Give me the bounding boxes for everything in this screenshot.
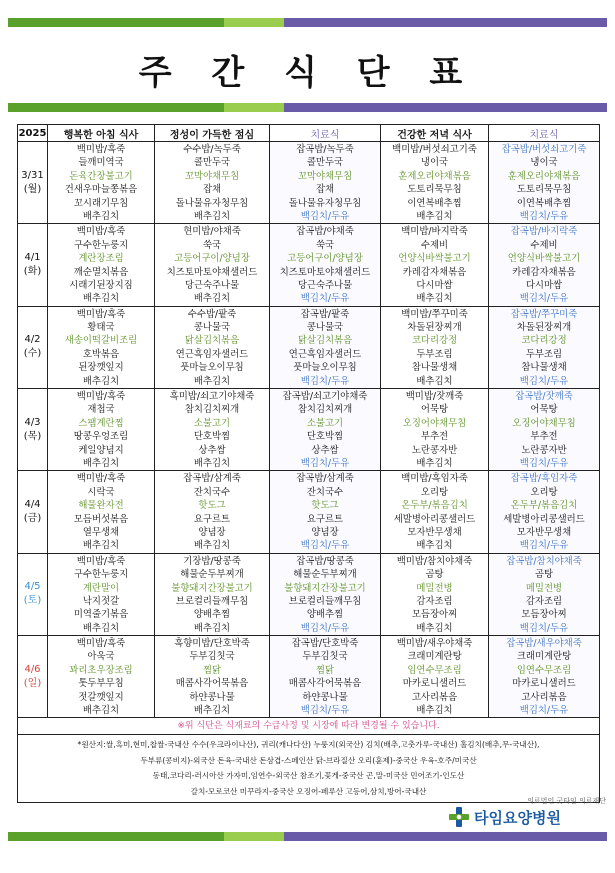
menu-item: 닭살김치볶음 <box>297 335 353 347</box>
menu-item: 배추김치 <box>82 375 120 387</box>
menu-item: 백김치/두유 <box>519 375 569 387</box>
menu-item: 노란콩자반 <box>521 444 567 456</box>
weekly-menu-table <box>17 124 600 803</box>
meal-cell-therapeutic-lunch <box>270 636 381 718</box>
menu-item: 부추전 <box>530 431 558 443</box>
date-cell <box>18 224 48 306</box>
menu-item: 두부김칫국 <box>302 651 348 663</box>
menu-item: 배추김치 <box>193 375 231 387</box>
menu-item: 배추김치 <box>82 210 120 222</box>
menu-item: 크래미계란탕 <box>516 651 572 663</box>
meal-cell-dinner <box>381 553 489 635</box>
menu-item: 기장밥/땅콩죽 <box>183 555 241 567</box>
menu-item: 배추김치 <box>82 540 120 552</box>
menu-item: 모듬장아찌 <box>411 609 458 621</box>
meal-cell-therapeutic-dinner <box>489 636 600 718</box>
menu-item: 톳두부무침 <box>78 678 124 690</box>
menu-item: 언양식바싹불고기 <box>398 253 471 265</box>
meal-cell-therapeutic-dinner <box>489 471 600 553</box>
menu-item: 세발병아리콩샐러드 <box>503 513 585 525</box>
weekday-label: (금) <box>23 513 42 525</box>
menu-item: 노란콩자반 <box>411 444 458 456</box>
menu-item: 세발병아리콩샐러드 <box>393 513 476 525</box>
menu-item: 언양식바싹불고기 <box>507 253 581 265</box>
menu-item: 브로컬리들깨무침 <box>175 595 249 607</box>
menu-item: 백미밥/흑죽 <box>76 391 126 403</box>
menu-item: 하얀콩나물 <box>302 691 348 703</box>
table-row <box>18 224 600 306</box>
meal-cell-dinner <box>381 636 489 718</box>
meal-cell-lunch <box>155 636 270 718</box>
menu-item: 백미밥/새우야채죽 <box>396 638 473 650</box>
menu-item: 쑥국 <box>315 239 335 251</box>
menu-item: 배추김치 <box>193 540 231 552</box>
menu-item: 잡곡밥/팥죽 <box>300 308 350 320</box>
meal-cell-lunch <box>155 142 270 224</box>
menu-item: 훈제오리야채볶음 <box>398 170 471 182</box>
menu-item: 잡곡밥/야채죽 <box>296 226 354 238</box>
menu-item: 구수한누룽지 <box>73 239 129 251</box>
menu-item: 잡곡밥/버섯쇠고기죽 <box>501 144 587 155</box>
menu-item: 스팸계란찜 <box>78 417 124 429</box>
menu-item: 모자반무생채 <box>407 526 462 538</box>
menu-item: 꼬막야채무침 <box>184 170 240 182</box>
menu-item: 잡곡밥/바지락죽 <box>510 226 578 238</box>
menu-item: 감자조림 <box>525 595 563 607</box>
menu-item: 콜만두국 <box>306 157 344 169</box>
menu-item: 배추김치 <box>193 705 231 717</box>
meal-cell-breakfast <box>48 224 155 306</box>
menu-item: 찜닭 <box>315 664 335 676</box>
date-label: 4/1 <box>24 252 41 264</box>
header-lunch: 정성이 가득한 점심 <box>155 125 270 142</box>
menu-item: 잡곡밥/쇠고기야채죽 <box>282 391 368 403</box>
menu-item: 수제비 <box>530 239 558 251</box>
menu-item: 잔치국수 <box>306 486 344 498</box>
menu-item: 연근흑임자샐러드 <box>175 348 249 360</box>
weekday-label: (월) <box>23 183 42 195</box>
menu-item: 상추쌈 <box>198 444 226 456</box>
menu-change-notice: ※위 식단은 식재료의 수급사정 및 시장에 따라 변경될 수 있습니다. <box>18 718 600 735</box>
menu-item: 배추김치 <box>82 622 120 634</box>
menu-item: 백김치/두유 <box>300 705 350 717</box>
meal-cell-dinner <box>381 306 489 388</box>
menu-item: 백김치/두유 <box>300 375 350 387</box>
meal-cell-breakfast <box>48 389 155 471</box>
header-dinner: 건강한 저녁 식사 <box>381 125 489 142</box>
menu-item: 백미밥/참치야채죽 <box>396 555 473 567</box>
menu-item: 부추전 <box>420 431 449 443</box>
hospital-cross-logo-icon <box>448 806 470 828</box>
menu-item: 꼬시래기무침 <box>73 197 129 209</box>
table-header-row <box>18 125 600 142</box>
menu-item: 양배추찜 <box>306 609 344 621</box>
menu-item: 잡곡밥/참치야채죽 <box>506 555 582 567</box>
table-row <box>18 636 600 718</box>
origin-line: 두부류(콩비지)-외국산 돈육-국내산 돈삼겹-스페인산 닭-브라질산 오리(훈제)-중국산 우육-호주/미국산 <box>140 755 477 765</box>
menu-item: 잡채 <box>315 184 335 196</box>
menu-item: 찜닭 <box>202 664 222 676</box>
menu-item: 돈육간장불고기 <box>69 170 133 182</box>
menu-item: 백김치/두유 <box>519 622 569 634</box>
menu-item: 배추김치 <box>193 622 231 634</box>
menu-item: 꽈리초우장조림 <box>69 664 133 676</box>
menu-item: 배추김치 <box>82 705 120 717</box>
menu-item: 오리탕 <box>530 486 558 498</box>
menu-item: 시락국 <box>87 486 115 498</box>
menu-item: 차돌된장찌개 <box>516 322 572 334</box>
menu-item: 참치김치찌개 <box>297 404 353 416</box>
table-row <box>18 389 600 471</box>
menu-item: 백미밥/잣깨죽 <box>405 391 464 403</box>
menu-item: 이연복배추찜 <box>516 197 572 209</box>
date-label: 4/2 <box>24 334 41 346</box>
menu-item: 참치김치찌개 <box>184 404 240 416</box>
menu-item: 핫도그 <box>311 500 339 512</box>
menu-item: 곰탕 <box>534 569 554 581</box>
menu-item: 핫도그 <box>198 500 226 512</box>
table-row <box>18 306 600 388</box>
origin-info <box>18 735 600 803</box>
menu-item: 배추김치 <box>416 457 453 469</box>
date-label: 3/31 <box>21 169 44 181</box>
menu-item: 마카로니샐러드 <box>402 678 467 690</box>
meal-cell-therapeutic-dinner <box>489 553 600 635</box>
menu-item: 감자조림 <box>416 595 453 607</box>
menu-item: 백김치/두유 <box>300 457 350 469</box>
menu-item: 백김치/두유 <box>519 293 569 305</box>
menu-item: 흑미밥/쇠고기야채죽 <box>169 391 255 403</box>
menu-item: 치즈토마토야채샐러드 <box>166 266 258 278</box>
menu-item: 당근숙주나물 <box>297 279 353 291</box>
menu-item: 재첩국 <box>87 404 115 416</box>
menu-item: 오징어야채무침 <box>402 417 467 429</box>
menu-item: 잡곡밥/새우야채죽 <box>506 638 582 650</box>
menu-item: 잡곡밥/녹두죽 <box>296 144 354 155</box>
date-cell <box>18 389 48 471</box>
meal-cell-lunch <box>155 553 270 635</box>
menu-item: 도토리묵무침 <box>516 184 572 196</box>
menu-item: 단호박찜 <box>193 431 231 443</box>
origin-line: 갈치-모로코산 미꾸라지-중국산 오징어-페루산 고등어,삼치,방어-국내산 <box>190 786 427 796</box>
menu-item: 두부조림 <box>525 348 563 360</box>
menu-item: 카레감자채볶음 <box>402 266 467 278</box>
menu-item: 배추김치 <box>416 705 453 717</box>
meal-cell-therapeutic-lunch <box>270 553 381 635</box>
meal-cell-therapeutic-lunch <box>270 471 381 553</box>
weekday-label: (화) <box>23 266 42 278</box>
menu-item: 고사리볶음 <box>411 691 458 703</box>
menu-item: 양배추찜 <box>193 609 231 621</box>
date-label: 4/6 <box>24 663 41 675</box>
menu-item: 잡곡밥/단호박죽 <box>291 638 359 650</box>
origin-line: *원산지:쌀,흑미,현미,찹쌀-국내산 수수(우크라이나산), 귀리(캐나다산) 누룽지(외국산) 김치(배추,고춧가루-국내산) 홀김치(배추,무-국내산), <box>77 740 540 750</box>
meal-cell-therapeutic-lunch <box>270 142 381 224</box>
menu-item: 새송이떡갈비조림 <box>64 335 138 347</box>
menu-item: 백미밥/쭈꾸미죽 <box>401 308 468 320</box>
menu-item: 백미밥/흑죽 <box>76 638 126 650</box>
meal-cell-dinner <box>381 471 489 553</box>
menu-item: 쑥국 <box>202 239 222 251</box>
header-therapeutic-dinner: 치료식 <box>489 125 600 142</box>
menu-item: 카레감자채볶음 <box>512 266 576 278</box>
table-row <box>18 471 600 553</box>
bottom-color-stripe <box>8 832 607 841</box>
menu-item: 냉이국 <box>420 157 449 169</box>
date-cell <box>18 142 48 224</box>
menu-item: 수수밥/녹두죽 <box>183 144 241 155</box>
menu-item: 백김치/두유 <box>519 540 569 552</box>
hospital-name: 타임요양병원 <box>474 808 561 827</box>
meal-cell-therapeutic-dinner <box>489 142 600 224</box>
meal-cell-therapeutic-dinner <box>489 306 600 388</box>
date-label: 4/3 <box>24 416 41 428</box>
menu-item: 임연수무조림 <box>407 664 462 676</box>
meal-cell-lunch <box>155 389 270 471</box>
menu-item: 매콤사각어묵볶음 <box>175 678 249 690</box>
meal-cell-dinner <box>381 389 489 471</box>
menu-item: 참나물생채 <box>411 362 458 374</box>
menu-item: 배추김치 <box>193 457 231 469</box>
menu-item: 호박볶음 <box>82 348 120 360</box>
header-year: 2025 <box>18 125 48 142</box>
menu-item: 백김치/두유 <box>300 293 350 305</box>
weekday-label: (목) <box>23 430 42 442</box>
menu-item: 오징어야채무침 <box>512 417 576 429</box>
menu-item: 모자반무생채 <box>516 526 572 538</box>
menu-item: 백미밥/버섯쇠고기죽 <box>392 144 477 155</box>
menu-item: 이연복배추찜 <box>407 197 462 209</box>
menu-item: 잡곡밥/쭈꾸미죽 <box>510 308 578 320</box>
menu-item: 계란말이 <box>82 582 120 594</box>
meal-cell-therapeutic-dinner <box>489 224 600 306</box>
menu-item: 잔치국수 <box>193 486 231 498</box>
menu-item: 모듬장아찌 <box>521 609 567 621</box>
menu-item: 고등어구이/양념장 <box>287 253 363 265</box>
menu-item: 백김치/두유 <box>519 705 569 717</box>
menu-item: 다시마쌈 <box>416 279 453 291</box>
date-cell <box>18 471 48 553</box>
menu-item: 풋마늘오이무침 <box>293 362 357 374</box>
menu-item: 두부김칫국 <box>189 651 235 663</box>
menu-item: 온두부/볶음김치 <box>510 500 578 512</box>
menu-item: 백김치/두유 <box>519 457 569 469</box>
menu-item: 해물순두부찌개 <box>293 569 357 581</box>
menu-item: 요구르트 <box>306 513 344 525</box>
menu-item: 다시마쌈 <box>525 279 563 291</box>
menu-item: 잡곡밥/삼계죽 <box>296 473 354 485</box>
table-row <box>18 553 600 635</box>
menu-item: 콜만두국 <box>193 157 231 169</box>
meal-cell-therapeutic-lunch <box>270 306 381 388</box>
menu-item: 배추김치 <box>193 210 231 222</box>
menu-item: 백미밥/흑죽 <box>76 144 126 155</box>
menu-item: 연근흑임자샐러드 <box>288 348 362 360</box>
menu-item: 고사리볶음 <box>521 691 567 703</box>
table-row <box>18 142 600 224</box>
menu-item: 하얀콩나물 <box>189 691 235 703</box>
meal-cell-breakfast <box>48 306 155 388</box>
menu-item: 코다리강정 <box>411 335 458 347</box>
menu-item: 콩나물국 <box>193 322 231 334</box>
menu-item: 시래기된장지짐 <box>69 279 133 291</box>
menu-item: 잡채 <box>202 184 222 196</box>
menu-item: 배추김치 <box>416 622 453 634</box>
menu-item: 훈제오리야채볶음 <box>507 170 581 182</box>
menu-item: 참나물생채 <box>521 362 567 374</box>
menu-item: 불향돼지간장불고기 <box>284 582 366 594</box>
header-breakfast: 행복한 아침 식사 <box>48 125 155 142</box>
menu-item: 백미밥/바지락죽 <box>401 226 468 238</box>
origin-line: 동태,코다리-러시아산 가자미,임연수-외국산 참조기,꽃게-중국산 곤,말-미국산 민어조기-인도산 <box>152 771 465 781</box>
menu-item: 미역줄기볶음 <box>73 609 129 621</box>
menu-item: 낙지젓갈 <box>82 595 120 607</box>
menu-item: 백김치/두유 <box>300 540 350 552</box>
menu-item: 들깨미역국 <box>78 157 124 169</box>
menu-item: 해물완자전 <box>78 500 124 512</box>
meal-cell-therapeutic-lunch <box>270 389 381 471</box>
menu-item: 당근숙주나물 <box>184 279 240 291</box>
meal-cell-lunch <box>155 471 270 553</box>
top-color-stripe <box>8 18 607 27</box>
meal-cell-lunch <box>155 224 270 306</box>
menu-item: 요구르트 <box>193 513 231 525</box>
menu-item: 백미밥/흑죽 <box>76 308 126 320</box>
menu-item: 깨순멸치볶음 <box>73 266 129 278</box>
page-title: 주 간 식 단 표 <box>138 53 477 93</box>
menu-item: 된장깻잎지 <box>78 362 124 374</box>
menu-item: 고등어구이/양념장 <box>174 253 250 265</box>
weekday-label: (일) <box>23 677 42 689</box>
menu-item: 풋마늘오이무침 <box>180 362 244 374</box>
menu-item: 배추김치 <box>416 210 453 222</box>
menu-item: 돌나물유자청무침 <box>288 197 362 209</box>
menu-item: 메밀전병 <box>525 582 563 594</box>
menu-item: 꼬막야채무침 <box>297 170 353 182</box>
hospital-brand <box>448 806 561 828</box>
menu-item: 잡곡밥/땅콩죽 <box>296 555 354 567</box>
hospital-foundation-name: 의료법인 굿타임 의료재단 <box>527 797 606 805</box>
menu-item: 백미밥/흑죽 <box>76 555 126 567</box>
menu-item: 콩나물국 <box>306 322 344 334</box>
menu-item: 브로컬리들깨무침 <box>288 595 362 607</box>
meal-cell-breakfast <box>48 636 155 718</box>
menu-item: 메밀전병 <box>416 582 453 594</box>
menu-item: 백미밥/흑죽 <box>76 226 126 238</box>
menu-item: 양념장 <box>198 526 226 538</box>
menu-item: 오리탕 <box>420 486 449 498</box>
menu-item: 땅콩우엉조림 <box>73 431 129 443</box>
menu-item: 흑향미밥/단호박죽 <box>174 638 250 650</box>
weekday-label: (토) <box>23 595 42 607</box>
menu-item: 마카로니샐러드 <box>512 678 576 690</box>
menu-item: 배추김치 <box>82 293 120 305</box>
meal-cell-breakfast <box>48 471 155 553</box>
menu-item: 백미밥/흑임자죽 <box>401 473 468 485</box>
menu-item: 잡곡밥/삼계죽 <box>183 473 241 485</box>
menu-item: 코다리강정 <box>521 335 567 347</box>
menu-item: 잡곡밥/잣깨죽 <box>515 391 573 403</box>
menu-item: 수제비 <box>420 239 449 251</box>
menu-item: 냉이국 <box>530 157 558 169</box>
weekday-label: (수) <box>23 348 42 360</box>
meal-cell-breakfast <box>48 553 155 635</box>
menu-item: 어묵탕 <box>420 404 449 416</box>
meal-cell-breakfast <box>48 142 155 224</box>
menu-item: 매콤사각어묵볶음 <box>288 678 362 690</box>
menu-item: 잡곡밥/흑임자죽 <box>510 473 578 485</box>
menu-item: 배추김치 <box>416 540 453 552</box>
menu-item: 배추김치 <box>416 293 453 305</box>
menu-item: 양념장 <box>311 526 339 538</box>
menu-item: 곰탕 <box>425 569 444 581</box>
meal-cell-lunch <box>155 306 270 388</box>
menu-item: 배추김치 <box>416 375 453 387</box>
menu-item: 차돌된장찌개 <box>407 322 462 334</box>
date-cell <box>18 636 48 718</box>
menu-item: 단호박찜 <box>306 431 344 443</box>
menu-item: 구수한누룽지 <box>73 569 129 581</box>
menu-item: 해물순두부찌개 <box>180 569 244 581</box>
menu-item: 모듬버섯볶음 <box>73 513 129 525</box>
meal-cell-dinner <box>381 224 489 306</box>
menu-item: 젓갈깻잎지 <box>78 691 124 703</box>
menu-item: 크래미계란탕 <box>407 651 462 663</box>
menu-item: 아욱국 <box>87 651 115 663</box>
menu-item: 열무생채 <box>82 526 120 538</box>
menu-item: 도토리묵무침 <box>407 184 462 196</box>
menu-item: 배추김치 <box>193 293 231 305</box>
menu-item: 수수밥/팥죽 <box>187 308 237 320</box>
menu-item: 상추쌈 <box>311 444 339 456</box>
menu-item: 소불고기 <box>306 417 344 429</box>
menu-item: 두부조림 <box>416 348 453 360</box>
menu-item: 계란장조림 <box>78 253 124 265</box>
header-therapeutic-lunch: 치료식 <box>270 125 381 142</box>
menu-item: 치즈토마토야채샐러드 <box>279 266 371 278</box>
menu-item: 온두부/볶음김치 <box>401 500 468 512</box>
menu-item: 백미밥/흑죽 <box>76 473 126 485</box>
date-cell <box>18 306 48 388</box>
menu-item: 임연수무조림 <box>516 664 572 676</box>
menu-body <box>18 142 600 718</box>
menu-item: 현미밥/야채죽 <box>183 226 241 238</box>
menu-item: 소불고기 <box>193 417 231 429</box>
menu-item: 배추김치 <box>82 457 120 469</box>
date-label: 4/5 <box>24 581 41 593</box>
menu-item: 돌나물유자청무침 <box>175 197 249 209</box>
title-underline-stripe <box>8 103 607 112</box>
meal-cell-therapeutic-lunch <box>270 224 381 306</box>
menu-item: 백김치/두유 <box>519 210 569 222</box>
meal-cell-dinner <box>381 142 489 224</box>
menu-item: 백김치/두유 <box>300 622 350 634</box>
meal-cell-therapeutic-dinner <box>489 389 600 471</box>
date-cell <box>18 553 48 635</box>
date-label: 4/4 <box>24 499 41 511</box>
menu-item: 어묵탕 <box>530 404 558 416</box>
menu-item: 백김치/두유 <box>300 210 350 222</box>
menu-item: 케일양념지 <box>78 444 124 456</box>
menu-item: 황태국 <box>87 322 115 334</box>
menu-item: 건새우마늘쫑볶음 <box>64 184 138 196</box>
menu-item: 불향돼지간장불고기 <box>171 582 253 594</box>
menu-item: 닭살김치볶음 <box>184 335 240 347</box>
